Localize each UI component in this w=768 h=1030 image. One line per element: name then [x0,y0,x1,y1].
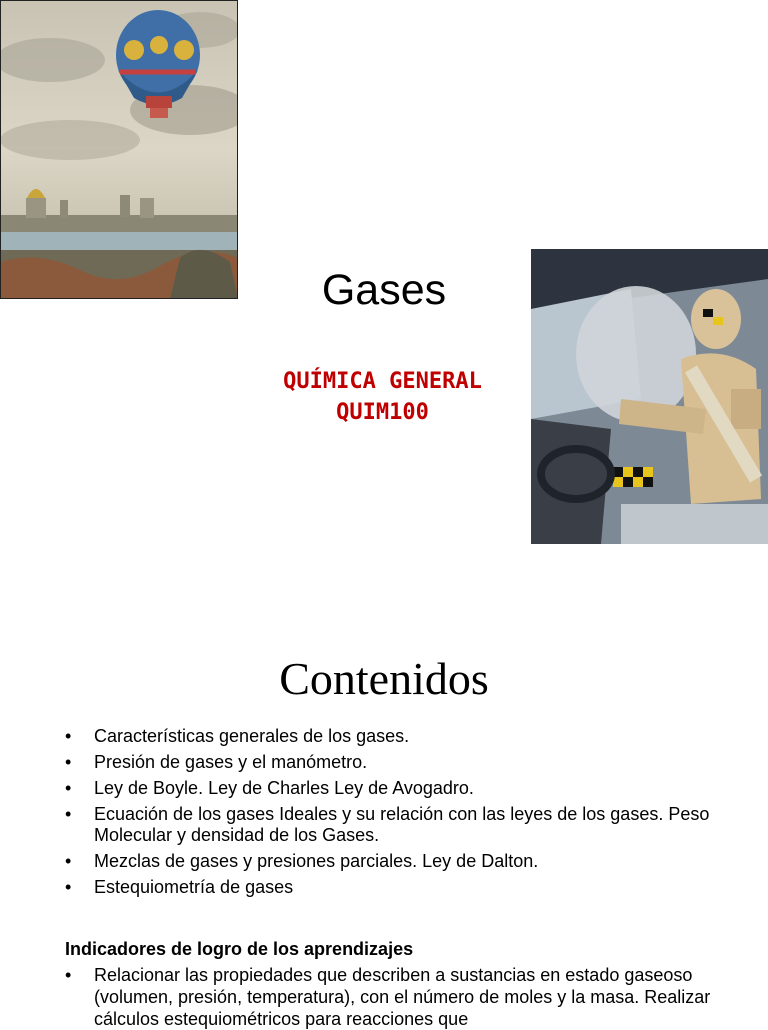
list-item: • Estequiometría de gases [65,877,294,897]
course-name: QUÍMICA GENERAL [283,369,482,394]
bullet-icon: • [65,804,72,824]
list-item: • Presión de gases y el manómetro. [65,752,368,772]
bullet-icon: • [65,752,72,772]
indicators-list [62,964,712,1030]
list-item: • Características generales de los gases. [65,726,410,746]
bullet-icon: • [65,726,72,746]
contents-heading: Contenidos [279,653,489,704]
slide-title: Gases [321,266,447,314]
bullet-icon: • [65,778,72,798]
crash-test-dummy-photo [531,249,768,544]
bullet-icon: • [65,965,72,985]
course-subtitle [210,366,555,428]
indicators-heading: Indicadores de logro de los aprendizajes [65,939,414,959]
list-item: • Mezclas de gases y presiones parciales. Ley de Dalton. [65,851,539,871]
contents-list [62,726,722,903]
bullet-icon: • [65,877,72,897]
course-code: QUIM100 [336,400,429,425]
bullet-icon: • [65,851,72,871]
list-item: • Relacionar las propiedades que describen a sustancias en estado gaseoso (volumen, presión, temperatura), con el número de moles y la masa. Realizar cálculos estequiométricos para reacciones que [65,965,711,1029]
list-item: • Ley de Boyle. Ley de Charles Ley de Avogadro. [65,778,474,798]
list-item: • Ecuación de los gases Ideales y su relación con las leyes de los gases. Peso Molecular y densidad de los Gases. [65,804,710,845]
hot-air-balloon-illustration [0,0,238,299]
